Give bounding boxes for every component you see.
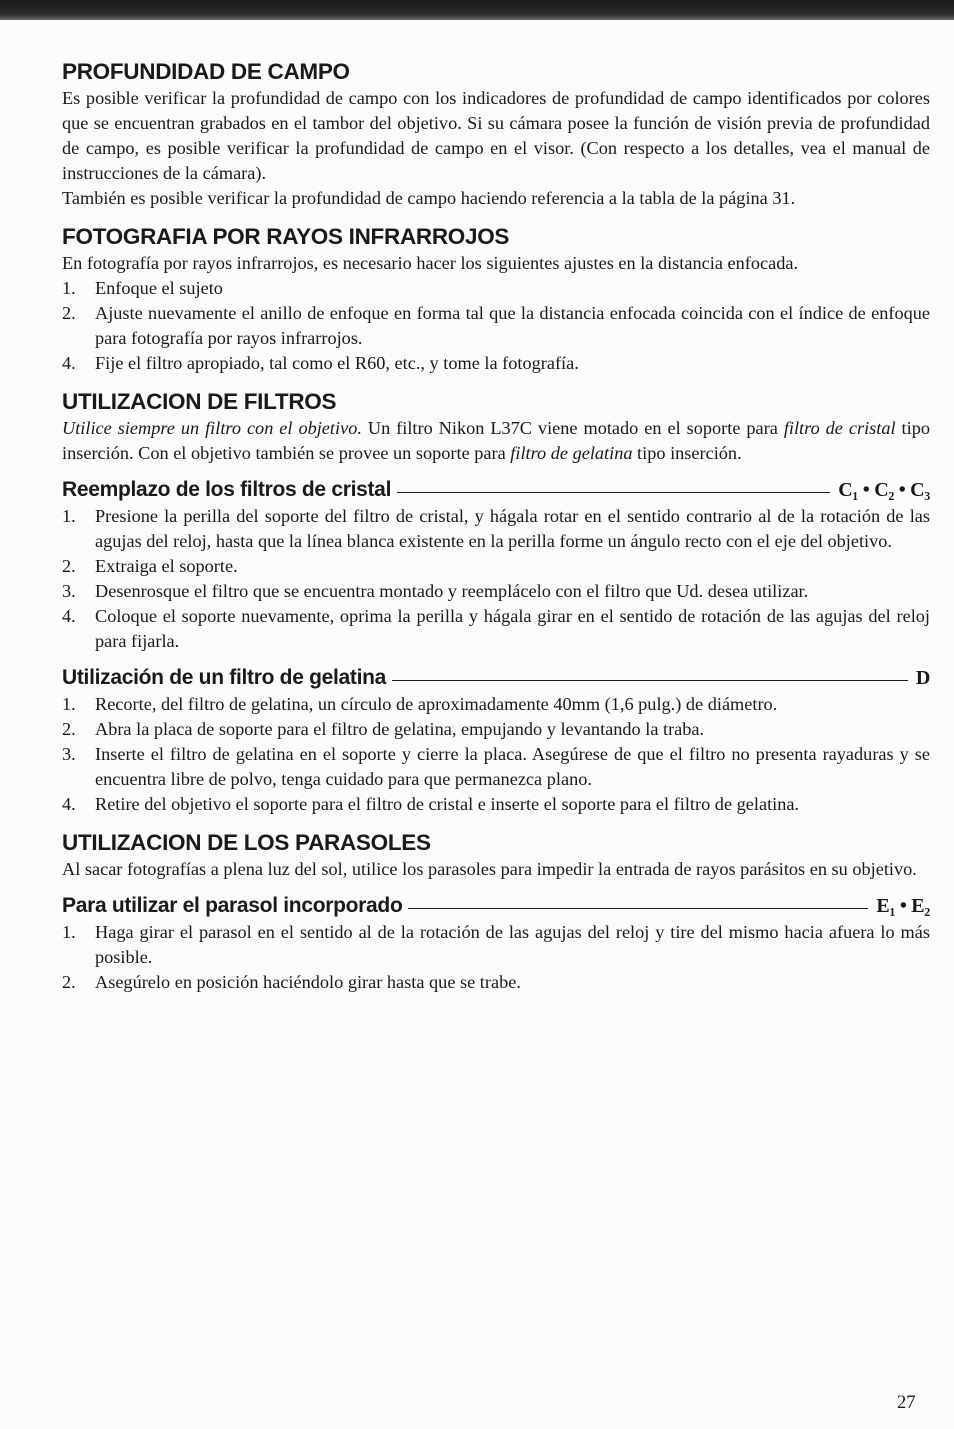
heading-profundidad: PROFUNDIDAD DE CAMPO xyxy=(62,59,350,84)
list-item: 2. Ajuste nuevamente el anillo de enfoque en forma tal que la distancia enfocada coincida con el índice de enfoque para fotografía por rayos infrarrojos. xyxy=(62,303,930,348)
list-item: 2. Abra la placa de soporte para el filtro de gelatina, empujando y levantando la traba. xyxy=(62,719,705,739)
list-item: 1. Recorte, del filtro de gelatina, un círculo de aproximadamente 40mm (1,6 pulg.) de diámetro. xyxy=(62,694,778,714)
dof-paragraph-1: Es posible verificar la profundidad de campo con los indicadores de profundidad de campo identificados por colores que se encuentran grabados en el tambor del objetivo. Si su cámara posee la función de visión previa de profundidad de campo, es posible verificar la profundidad de campo en el visor. (Con respecto a los detalles, vea el manual de instrucciones de la cámara). xyxy=(62,88,930,183)
list-item: 4. Coloque el soporte nuevamente, oprima la perilla y hágala girar en el sentido de rotación de las agujas del reloj para fijarla. xyxy=(62,606,930,651)
subheading-cristal: Reemplazo de los filtros de cristal C₁ • C₂ • C₃ xyxy=(62,476,930,504)
list-item: 2. Extraiga el soporte. xyxy=(62,556,238,576)
subheading-parasol-incorporado: Para utilizar el parasol incorporado E₁ • E₂ xyxy=(62,892,930,920)
list-item: 1. Enfoque el sujeto xyxy=(62,278,223,298)
list-item: 4. Fije el filtro apropiado, tal como el R60, etc., y tome la fotografía. xyxy=(62,353,579,373)
list-item: 1. Haga girar el parasol en el sentido al de la rotación de las agujas del reloj y tire del mismo hacia afuera lo más posible. xyxy=(62,922,930,967)
filters-paragraph: Utilice siempre un filtro con el objetivo. Un filtro Nikon L37C viene motado en el soporte para filtro de cristal tipo inserción. Con el objetivo también se provee un soporte para filtro de gelatina tipo inserción. xyxy=(62,418,930,463)
dof-paragraph-2: También es posible verificar la profundidad de campo haciendo referencia a la tabla de la página 31. xyxy=(62,188,796,208)
figure-ref: D xyxy=(915,667,930,689)
page-content xyxy=(62,58,930,995)
list-item: 1. Presione la perilla del soporte del filtro de cristal, y hágala rotar en el sentido contrario al de la rotación de las agujas del reloj, hasta que la línea blanca existente en la perilla forme un ángulo recto con el eje del objetivo. xyxy=(62,506,930,551)
list-item: 3. Inserte el filtro de gelatina en el soporte y cierre la placa. Asegúrese de que el filtro no presenta rayaduras y se encuentra libre de polvo, tenga cuidado para que permanezca plano. xyxy=(62,744,930,789)
list-item: 3. Desenrosque el filtro que se encuentra montado y reemplácelo con el filtro que Ud. desea utilizar. xyxy=(62,581,809,601)
page-number: 27 xyxy=(897,1393,916,1413)
glass-steps xyxy=(62,504,930,654)
list-item: 2. Asegúrelo en posición haciéndolo girar hasta que se trabe. xyxy=(62,972,521,992)
heading-infrarrojos: FOTOGRAFIA POR RAYOS INFRARROJOS xyxy=(62,224,510,249)
gelatin-steps xyxy=(62,692,930,817)
figure-ref: E₁ • E₂ xyxy=(876,895,930,917)
scan-top-edge xyxy=(0,0,954,20)
shades-paragraph: Al sacar fotografías a plena luz del sol, utilice los parasoles para impedir la entrada de rayos parásitos en su objetivo. xyxy=(62,859,917,879)
ir-intro: En fotografía por rayos infrarrojos, es necesario hacer los siguientes ajustes en la distancia enfocada. xyxy=(62,253,799,273)
list-item: 4. Retire del objetivo el soporte para el filtro de cristal e inserte el soporte para el filtro de gelatina. xyxy=(62,794,800,814)
subheading-gelatina: Utilización de un filtro de gelatina D xyxy=(62,664,930,692)
heading-filtros: UTILIZACION DE FILTROS xyxy=(62,389,337,414)
ir-steps xyxy=(62,276,930,376)
heading-parasoles: UTILIZACION DE LOS PARASOLES xyxy=(62,830,431,855)
figure-ref: C₁ • C₂ • C₃ xyxy=(838,479,930,501)
builtin-steps xyxy=(62,920,930,995)
